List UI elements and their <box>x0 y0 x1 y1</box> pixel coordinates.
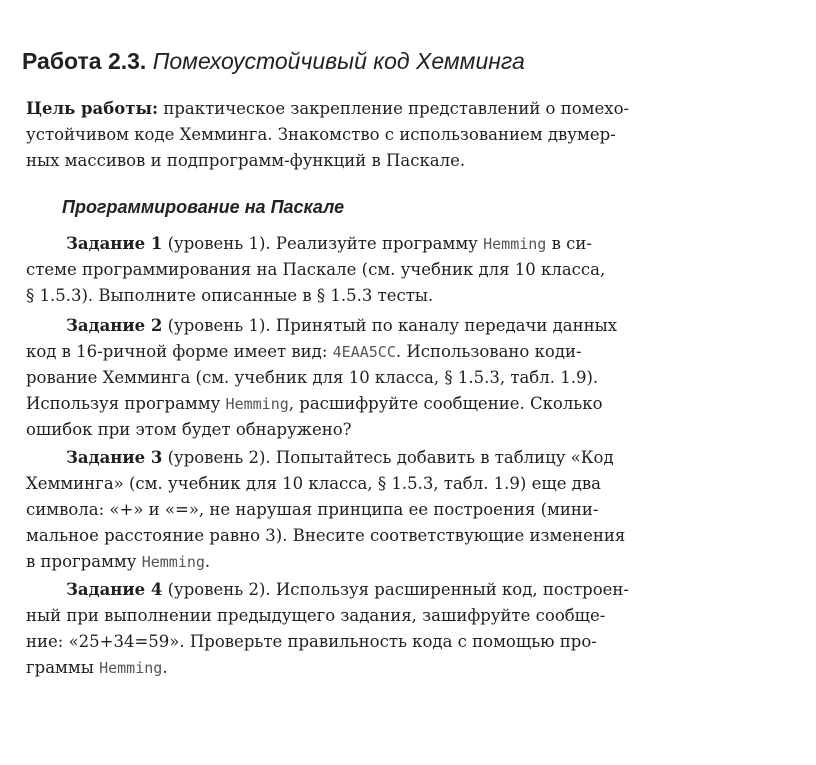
task-text: ошибок при этом будет обнаружено? <box>26 420 352 439</box>
task-text: . Использовано коди- <box>395 342 582 361</box>
task-text: § 1.5.3). Выполните описанные в § 1.5.3 тесты. <box>26 286 434 305</box>
section-title: Программирование на Паскале <box>62 197 345 217</box>
task-2 <box>26 313 746 443</box>
program-name: Hemming <box>483 235 547 253</box>
program-name: Hemming <box>225 395 289 413</box>
task-text: стеме программирования на Паскале (см. учебник для 10 класса, <box>26 260 606 279</box>
goal-paragraph <box>26 96 746 174</box>
task-text: ние: «25+34=59». Проверьте правильность кода с помощью про- <box>26 632 597 651</box>
goal-line: ных массивов и подпрограмм-функций в Паскале. <box>26 151 466 170</box>
program-name: Hemming <box>99 659 163 677</box>
task-text: (уровень 2). Попытайтесь добавить в таблицу «Код <box>162 448 614 467</box>
hex-code: 4EAA5CC <box>332 343 396 361</box>
task-text: граммы <box>26 658 100 677</box>
task-text: (уровень 1). Реализуйте программу <box>162 234 484 253</box>
goal-label: Цель работы: <box>26 99 159 118</box>
task-text: в программу <box>26 552 142 571</box>
page-title <box>22 46 525 76</box>
task-text: рование Хемминга (см. учебник для 10 класса, § 1.5.3, табл. 1.9). <box>26 368 599 387</box>
task-4 <box>26 577 746 681</box>
task-text: ный при выполнении предыдущего задания, зашифруйте сообще- <box>26 606 606 625</box>
task-text: . <box>162 658 168 677</box>
work-name: Помехоустойчивый код Хемминга <box>152 48 525 74</box>
task-text: код в 16-ричной форме имеет вид: <box>26 342 333 361</box>
work-number: Работа 2.3. <box>22 48 147 74</box>
task-text: в си- <box>546 234 592 253</box>
task-text: (уровень 1). Принятый по каналу передачи данных <box>162 316 618 335</box>
task-label: Задание 4 <box>66 580 163 599</box>
goal-line: практическое закрепление представлений о помехо- <box>158 99 630 118</box>
task-text: символа: «+» и «=», не нарушая принципа ее построения (мини- <box>26 500 599 519</box>
goal-line: устойчивом коде Хемминга. Знакомство с использованием двумер- <box>26 125 616 144</box>
task-1 <box>26 231 746 309</box>
task-text: мальное расстояние равно 3). Внесите соответствующие изменения <box>26 526 626 545</box>
task-text: (уровень 2). Используя расширенный код, построен- <box>162 580 630 599</box>
task-text: Хемминга» (см. учебник для 10 класса, § 1.5.3, табл. 1.9) еще два <box>26 474 602 493</box>
program-name: Hemming <box>141 553 205 571</box>
task-text: , расшифруйте сообщение. Сколько <box>288 394 603 413</box>
task-3 <box>26 445 746 575</box>
task-text: Используя программу <box>26 394 226 413</box>
task-label: Задание 2 <box>66 316 163 335</box>
task-text: . <box>204 552 211 571</box>
task-label: Задание 3 <box>66 448 163 467</box>
task-label: Задание 1 <box>66 234 163 253</box>
